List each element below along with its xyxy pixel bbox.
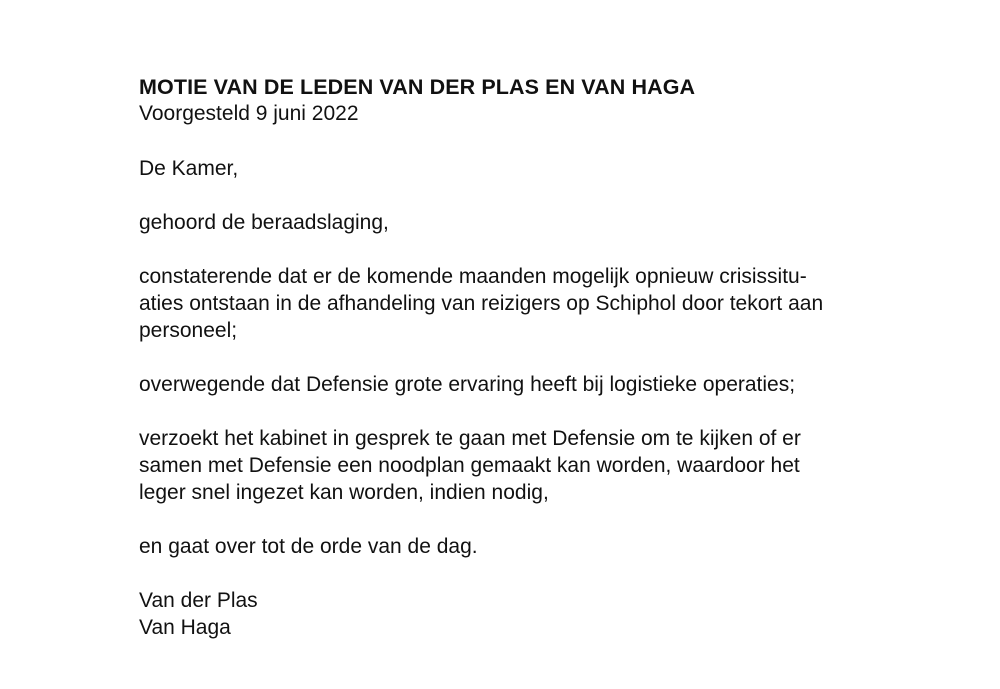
proposed-date: Voorgesteld 9 juni 2022 [139, 102, 359, 125]
salutation: De Kamer, [139, 157, 239, 180]
paragraph-heard-deliberation: gehoord de beraadslaging, [139, 211, 389, 234]
paragraph-considering: overwegende dat Defensie grote ervaring heeft bij logistieke operaties; [139, 373, 796, 396]
signer-van-der-plas: Van der Plas [139, 589, 258, 612]
paragraph-requests: verzoekt het kabinet in gesprek te gaan met Defensie om te kijken of er samen met Defensie een noodplan gemaakt kan worden, waardoor het leger snel ingezet kan worden, indien nodig, [139, 427, 801, 504]
paragraph-observing: constaterende dat er de komende maanden mogelijk opnieuw crisissitu- aties ontstaan in de afhandeling van reizigers op Schiphol door tekort aan personeel; [139, 265, 824, 342]
motion-document [139, 74, 969, 641]
motion-title: MOTIE VAN DE LEDEN VAN DER PLAS EN VAN HAGA [139, 75, 696, 99]
paragraph-order-of-day: en gaat over tot de orde van de dag. [139, 535, 478, 558]
signer-van-haga: Van Haga [139, 616, 231, 639]
signers-list [139, 587, 969, 641]
